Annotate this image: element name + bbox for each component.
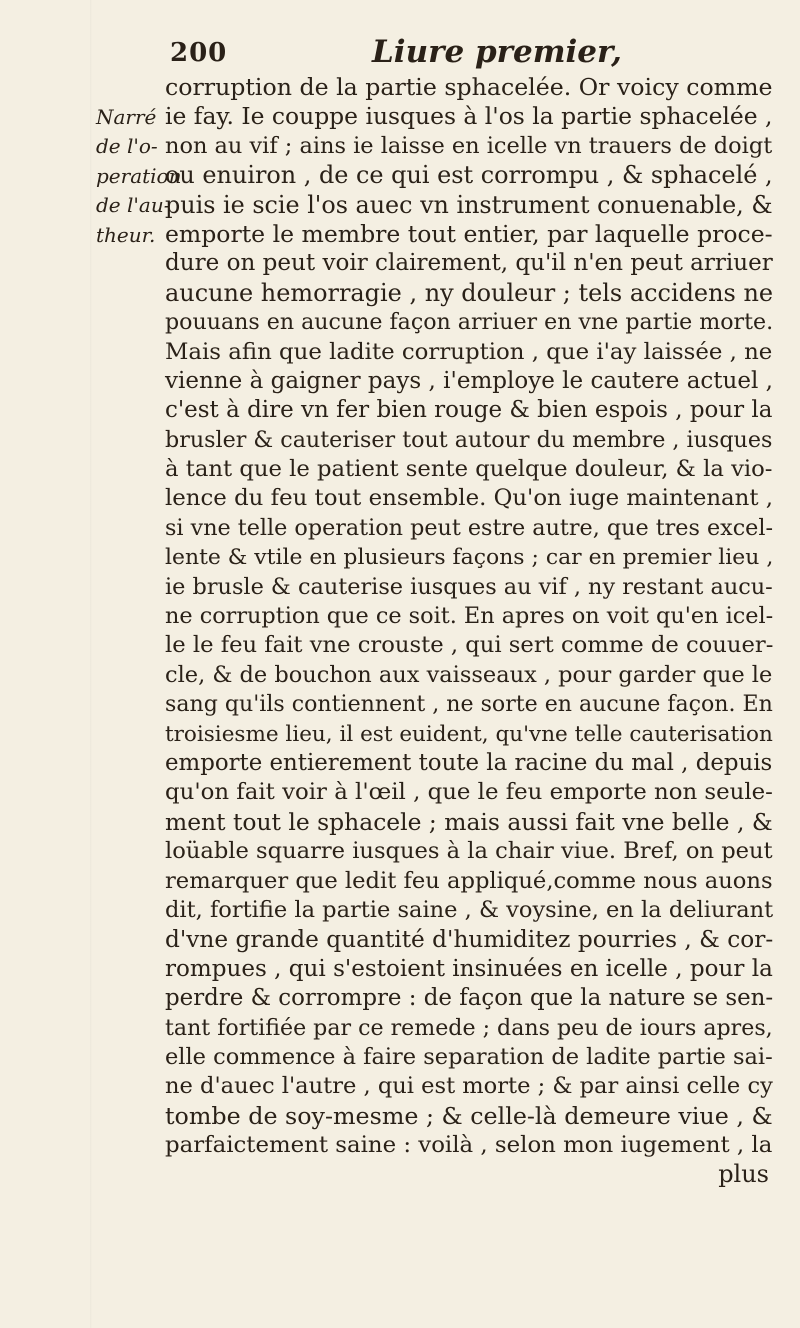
text-line: rompues , qui s'estoient insinuées en icelle , pour la <box>165 955 773 982</box>
text-line: remarquer que ledit feu appliqué,comme nous auons <box>165 867 773 894</box>
text-line: à tant que le patient sente quelque douleur, & la vio- <box>165 456 773 483</box>
text-line: ou enuiron , de ce qui est corrompu , & sphacelé , <box>165 161 773 190</box>
text-line: d'vne grande quantité d'humiditez pourries , & cor- <box>165 926 774 954</box>
page-header <box>0 34 800 74</box>
text-line: perdre & corrompre : de façon que la nature se sen- <box>165 985 774 1012</box>
margin-note-line: Narré <box>96 105 157 129</box>
text-line: ie fay. Ie couppe iusques à l'os la partie sphacelée , <box>165 102 773 131</box>
text-line: elle commence à faire separation de ladite partie sai- <box>165 1043 773 1070</box>
text-line: lence du feu tout ensemble. Qu'on iuge maintenant , <box>165 485 774 512</box>
margin-note-line: de l'au- <box>96 193 171 218</box>
text-line: non au vif ; ains ie laisse en icelle vn trauers de doigt <box>165 132 773 159</box>
text-line: cle, & de bouchon aux vaisseaux , pour garder que le <box>165 661 773 688</box>
text-line: dit, fortifie la partie saine , & voysine, en la deliurant <box>165 896 774 923</box>
text-line: qu'on fait voir à l'œil , que le feu emporte non seule- <box>165 779 773 806</box>
text-line: si vne telle operation peut estre autre, que tres excel- <box>165 514 773 541</box>
text-line: loüable squarre iusques à la chair viue. Bref, on peut <box>165 838 773 865</box>
text-line: c'est à dire vn fer bien rouge & bien espois , pour la <box>165 397 773 424</box>
catchword: plus <box>718 1160 769 1189</box>
text-line: dure on peut voir clairement, qu'il n'en peut arriuer <box>165 250 773 277</box>
margin-note <box>96 103 182 250</box>
text-line: aucune hemorragie , ny douleur ; tels accidens ne <box>165 278 774 307</box>
running-head: Liure premier, <box>372 34 622 70</box>
text-line: Mais afin que ladite corruption , que i'ay laissée , ne <box>165 338 773 365</box>
text-line: ne corruption que ce soit. En apres on voit qu'en icel- <box>165 603 774 630</box>
text-line: puis ie scie l'os auec vn instrument conuenable, & <box>165 190 773 219</box>
margin-note-line: theur. <box>96 222 156 247</box>
text-line: ne d'auec l'autre , qui est morte ; & par ainsi celle cy <box>165 1073 773 1100</box>
margin-note-line: peration <box>96 163 182 188</box>
text-line: brusler & cauteriser tout autour du membre , iusques <box>165 426 773 453</box>
text-line: ie brusle & cauterise iusques au vif , ny restant aucu- <box>165 573 773 600</box>
text-line: pouuans en aucune façon arriuer en vne partie morte. <box>165 309 774 336</box>
page-gutter-shadow <box>90 0 92 1328</box>
text-line: ment tout le sphacele ; mais aussi fait vne belle , & <box>165 807 773 836</box>
text-line: tombe de soy-mesme ; & celle-là demeure viue , & <box>165 1101 773 1130</box>
text-line: parfaictement saine : voilà , selon mon iugement , la <box>165 1132 773 1159</box>
text-line: tant fortifiée par ce remede ; dans peu de iours apres, <box>165 1014 773 1041</box>
text-line: vienne à gaigner pays , i'employe le cautere actuel , <box>165 367 773 394</box>
text-line: sang qu'ils contiennent , ne sorte en aucune façon. En <box>165 692 773 718</box>
text-line: troisiesme lieu, il est euident, qu'vne telle cauterisation <box>165 721 773 747</box>
text-line: emporte le membre tout entier, par laquelle proce- <box>165 219 773 248</box>
text-line: lente & vtile en plusieurs façons ; car en premier lieu , <box>165 545 774 571</box>
text-line: le le feu fait vne crouste , qui sert comme de couuer- <box>165 632 774 659</box>
text-line: emporte entierement toute la racine du mal , depuis <box>165 749 773 776</box>
text-line: corruption de la partie sphacelée. Or voicy comme <box>165 73 773 101</box>
margin-note-line: de l'o- <box>96 134 158 159</box>
page-number: 200 <box>170 38 228 68</box>
body-text <box>165 73 777 1190</box>
